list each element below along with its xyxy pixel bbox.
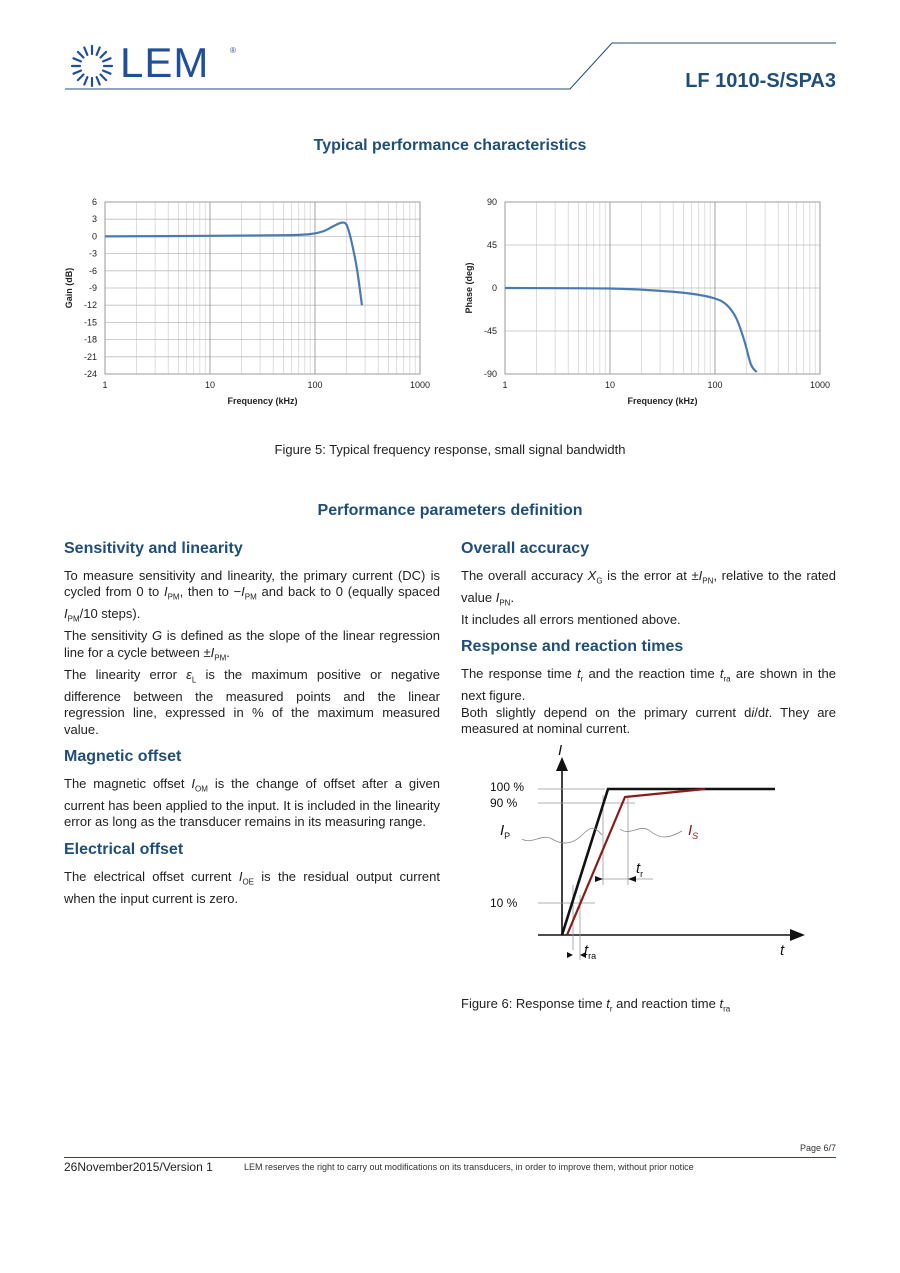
- magnetic-offset-title: Magnetic offset: [64, 748, 182, 766]
- y-tick-label: 3: [91, 214, 97, 225]
- response-time-diagram: [470, 735, 820, 970]
- x-tick-label: 100: [307, 380, 323, 390]
- series-line: [105, 223, 362, 306]
- series-line: [505, 288, 757, 372]
- y-tick-label: -15: [83, 317, 97, 328]
- product-title: LF 1010-S/SPA3: [685, 70, 836, 92]
- y-tick-label: -21: [83, 351, 97, 362]
- y-tick-label: 0: [91, 231, 97, 242]
- y-tick-label: -9: [88, 283, 97, 293]
- x-tick-label: 1000: [409, 380, 431, 390]
- header: [0, 0, 900, 110]
- is-label: $I_S$: [688, 822, 699, 841]
- y-axis-label: Gain (dB): [64, 267, 74, 309]
- primary-current-curve: [562, 789, 775, 935]
- x-axis-arrow: [790, 929, 805, 941]
- electrical-offset-text: The electrical offset current $I_{OE}$ is the residual output current when the input current is zero.: [64, 868, 440, 906]
- y-tick-label: -24: [83, 369, 97, 379]
- tra-label: $t_{ra}$: [584, 942, 597, 961]
- figure6-caption: Figure 6: Response time $t_r$ and reaction time $t_{ra}$: [461, 996, 731, 1014]
- label-90: 90 %: [490, 796, 518, 810]
- y-tick-label: 6: [91, 197, 97, 207]
- footer-version: 26November2015/Version 1: [64, 1160, 213, 1174]
- response-title: Response and reaction times: [461, 638, 684, 656]
- x-tick-label: 1: [502, 380, 508, 390]
- sensitivity-title: Sensitivity and linearity: [64, 540, 243, 557]
- y-tick-label: 90: [486, 197, 497, 207]
- i-axis-label: I: [558, 742, 563, 759]
- y-tick-label: -3: [88, 248, 97, 259]
- y-tick-label: 45: [486, 240, 497, 250]
- ip-label: $I_P$: [500, 822, 511, 841]
- overall-accuracy-title: Overall accuracy: [461, 540, 590, 557]
- y-tick-label: -18: [83, 334, 97, 345]
- sensitivity-text: To measure sensitivity and linearity, the primary current (DC) is cycled from 0 to $I_{PM}$, then to $-I_{PM}$ and back to 0 (equally spaced $I_{PM}/10$ steps). The sensitivity G is defined as the slope of the linear regression line for a cycle between $\pm I_{PM}$. The linearity error $\varepsilon_L$ is the maximum positive or negative difference between the measured points and the linear regression line, expressed in % of the maximum measured value.: [64, 568, 440, 737]
- label-10: 10 %: [490, 896, 518, 910]
- brand-logo: LEM: [120, 39, 210, 86]
- x-tick-label: 1000: [809, 380, 831, 390]
- overall-accuracy-text: The overall accuracy $X_G$ is the error at $\pm I_{PN}$, relative to the rated value $I_{PN}$. It includes all errors mentioned above.: [461, 568, 836, 627]
- y-tick-label: -12: [83, 300, 97, 311]
- params-title: Performance parameters definition: [317, 502, 583, 519]
- tr-label: $t_r$: [636, 860, 644, 879]
- y-tick-label: 0: [491, 283, 497, 293]
- response-text: The response time $t_r$ and the reaction time $t_{ra}$ are shown in the next figure. Both slightly depend on the primary current di/dt. They are measured at nominal current.: [461, 666, 836, 737]
- t-axis-label: t: [780, 942, 785, 959]
- phase-chart: [460, 190, 840, 415]
- left-column: [64, 540, 440, 907]
- gain-chart: [60, 190, 440, 415]
- y-tick-label: -45: [483, 326, 497, 336]
- x-tick-label: 100: [707, 380, 723, 390]
- electrical-offset-title: Electrical offset: [64, 840, 184, 858]
- magnetic-offset-text: The magnetic offset $I_{OM}$ is the change of offset after a given current has been applied to the input. It is included in the linearity error as long as the transducer remains in its measuring range.: [64, 776, 440, 830]
- x-axis-label: Frequency (kHz): [227, 396, 298, 406]
- x-axis-label: Frequency (kHz): [627, 396, 698, 406]
- footer-notice: LEM reserves the right to carry out modifications on its transducers, in order to improve them, without prior notice: [244, 1162, 694, 1172]
- y-axis-arrow: [556, 757, 568, 771]
- y-tick-label: -6: [88, 265, 97, 276]
- label-100: 100 %: [490, 780, 525, 794]
- page-number: Page 6/7: [799, 1143, 836, 1153]
- y-axis-label: Phase (deg): [464, 262, 474, 314]
- footer-rule: [64, 1157, 836, 1158]
- registered-mark: ®: [230, 46, 236, 55]
- x-tick-label: 1: [102, 380, 108, 390]
- x-tick-label: 10: [604, 380, 616, 390]
- typical-title: Typical performance characteristics: [313, 137, 587, 154]
- y-tick-label: -90: [483, 369, 497, 379]
- x-tick-label: 10: [204, 380, 216, 390]
- right-column: [461, 540, 836, 738]
- figure5-caption: Figure 5: Typical frequency response, small signal bandwidth: [274, 442, 626, 457]
